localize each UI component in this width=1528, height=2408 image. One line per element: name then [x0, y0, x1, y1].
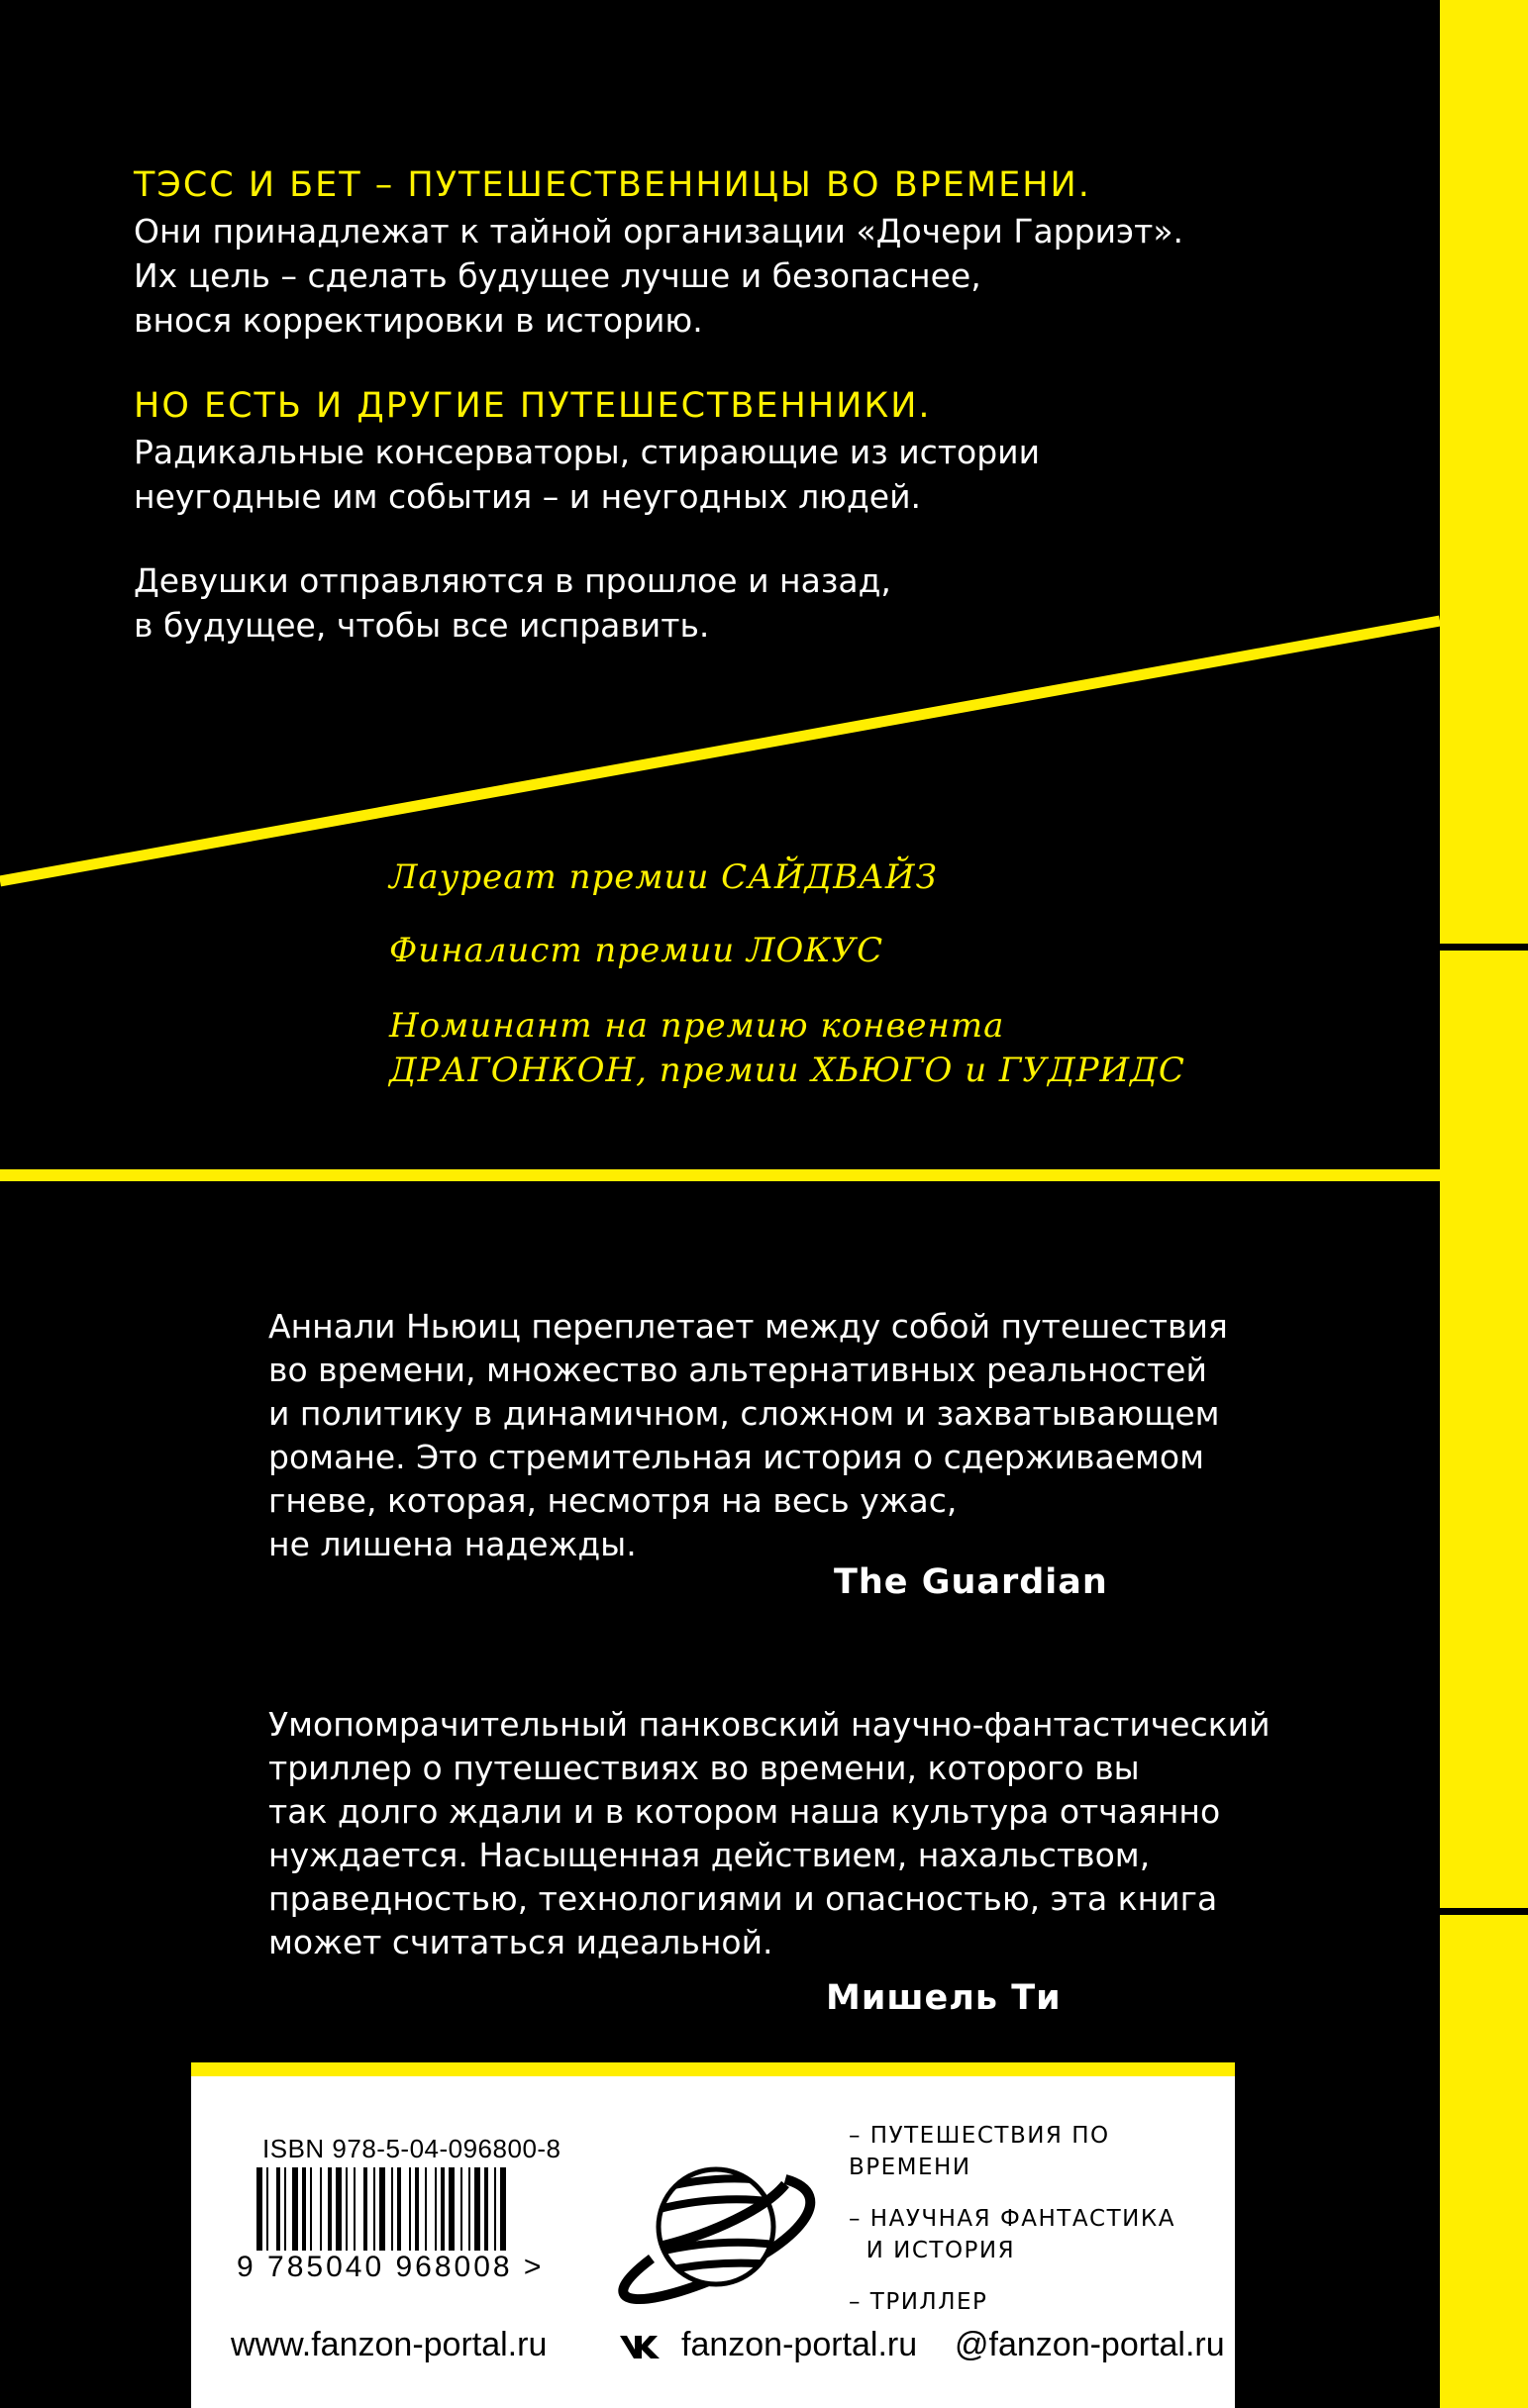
info-panel — [191, 2076, 1235, 2408]
genre-time-travel: – ПУТЕШЕСТВИЯ ПО ВРЕМЕНИ — [849, 2123, 1110, 2180]
diagonal-stripe — [0, 0, 1440, 990]
intro-paragraph-1: Они принадлежат к тайной организации «Дочери Гарриэт». Их цель – сделать будущее лучше и безопаснее, внося корректировки в историю. — [134, 212, 1184, 340]
website-link[interactable]: www.fanzon-portal.ru — [231, 2326, 548, 2363]
review-guardian: Аннали Ньюиц переплетает между собой путешествия во времени, множество альтернативных реальностей и политику в динамичном, сложном и захватывающем романе. Это стремительная история о сдерживаемом гневе, которая, несмотря на весь ужас, не лишена надежды. — [268, 1307, 1228, 1563]
review-michelle-tea: Умопомрачительный панковский научно-фантастический триллер о путешествиях во времени, которого вы так долго ждали и в котором наша культура отчаянно нуждается. Насыщенная действием, нахальством, праведностью, технологиями и опасностью, эта книга может считаться идеальной. — [268, 1705, 1271, 1961]
review-source-michelle-tea: Мишель Ти — [826, 1978, 1062, 2018]
diagonal-line — [0, 621, 1440, 881]
vk-link[interactable]: fanzon-portal.ru — [681, 2326, 918, 2363]
award-nominee-line-1: Номинант на премию конвента — [389, 1006, 1005, 1046]
vk-icon — [618, 2333, 667, 2360]
award-sidewise: Лауреат премии САЙДВАЙЗ — [389, 857, 938, 897]
intro-paragraph-3: Девушки отправляются в прошлое и назад, в будущее, чтобы все исправить. — [134, 561, 891, 645]
barcode-digits: 9 785040 968008 > — [237, 2251, 545, 2283]
award-locus: Финалист премии ЛОКУС — [389, 931, 884, 970]
genre-list — [849, 2120, 1235, 2338]
genre-thriller: – ТРИЛЛЕР — [849, 2289, 988, 2315]
panel-yellow-top — [191, 2062, 1235, 2076]
intro-heading-2: НО ЕСТЬ И ДРУГИЕ ПУТЕШЕСТВЕННИКИ. — [134, 386, 932, 426]
strip-notch — [1440, 944, 1528, 951]
genre-scifi: – НАУЧНАЯ ФАНТАСТИКА — [849, 2206, 1175, 2232]
genre-history: И ИСТОРИЯ — [849, 2238, 1016, 2263]
saturn-icon — [602, 2140, 830, 2313]
isbn-label: ISBN 978-5-04-096800-8 — [262, 2134, 561, 2163]
review-source-guardian: The Guardian — [834, 1562, 1108, 1602]
horizontal-divider — [0, 1169, 1440, 1181]
award-nominee-line-2: ДРАГОНКОН, премии ХЬЮГО и ГУДРИДС — [389, 1051, 1185, 1090]
barcode — [256, 2167, 554, 2251]
right-yellow-strip — [1440, 0, 1528, 2408]
strip-notch — [1440, 1908, 1528, 1915]
social-handle[interactable]: @fanzon-portal.ru — [955, 2326, 1225, 2363]
intro-paragraph-2: Радикальные консерваторы, стирающие из истории неугодные им события – и неугодных людей. — [134, 433, 1041, 516]
intro-heading-1: ТЭСС И БЕТ – ПУТЕШЕСТВЕННИЦЫ ВО ВРЕМЕНИ. — [134, 165, 1091, 205]
